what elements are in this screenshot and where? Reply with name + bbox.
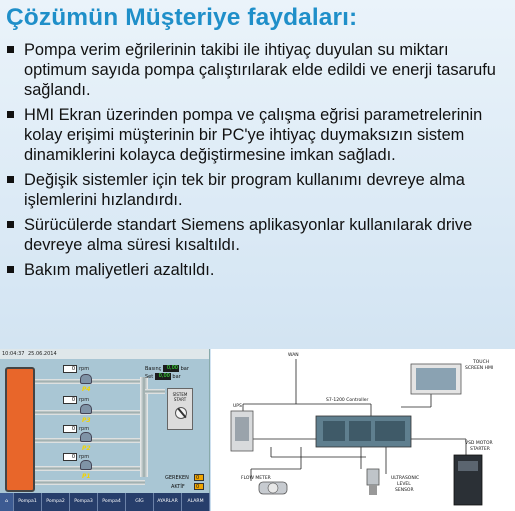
list-item-text: HMI Ekran üzerinden pompa ve çalışma eğrisi parametrelerinin kolay erişimi müşterinin bir PC'ye ihtiyaç duymaksızın sistem dinamiklerini kolayca değiştirmesine imkan sağladı. [24, 106, 483, 164]
rpm-display: 0 [63, 453, 77, 461]
flow-meter-label: FLOW METER [241, 476, 271, 481]
tab-pompa4[interactable]: Pompa4 [98, 493, 126, 511]
pump-icon[interactable] [80, 404, 92, 414]
pump-icon[interactable] [80, 374, 92, 384]
setpoint-unit: bar [172, 374, 181, 380]
hmi-status-bar [0, 349, 210, 359]
bullet-square-icon [7, 266, 14, 273]
tab-alarm[interactable]: ALARM [182, 493, 210, 511]
touch-screen-label: TOUCH [473, 360, 490, 365]
wan-label: WAN [288, 353, 299, 358]
pump-icon[interactable] [80, 460, 92, 470]
ultrasonic-sensor [367, 469, 379, 485]
plc-module [349, 421, 371, 441]
vsd-label: VSD MOTOR [465, 441, 493, 446]
rpm-display: 0 [63, 365, 77, 373]
rpm-unit: rpm [79, 366, 90, 372]
pressure-unit: bar [180, 366, 189, 372]
controller-label: S7-1200 Controller [326, 398, 369, 403]
tab-pompa1[interactable]: Pompa1 [14, 493, 42, 511]
rpm-unit: rpm [79, 397, 90, 403]
ultrasonic-label: LEVEL [397, 482, 411, 487]
benefit-list [6, 40, 511, 285]
selector-switch-icon[interactable] [175, 407, 187, 419]
rpm-unit: rpm [79, 454, 90, 460]
touch-screen-label: SCREEN HMI [465, 366, 494, 371]
hmi-date: 25.06.2014 [28, 351, 57, 357]
hmi-display [416, 368, 456, 390]
ups-label: UPS [233, 404, 242, 409]
ultrasonic-label: ULTRASONIC [391, 476, 420, 481]
plc-module [323, 421, 345, 441]
pressure-label: Basınç [145, 366, 162, 372]
rpm-display: 0 [63, 396, 77, 404]
bullet-square-icon [7, 111, 14, 118]
required-label: GEREKEN [165, 475, 189, 481]
setpoint-value: 0,00 [155, 373, 171, 380]
rpm-unit: rpm [79, 426, 90, 432]
vsd-display [458, 461, 478, 471]
bullet-square-icon [7, 221, 14, 228]
list-item-text: Bakım maliyetleri azaltıldı. [24, 261, 215, 279]
pressure-value: 0,00 [163, 365, 179, 372]
active-value: 0 [196, 484, 200, 490]
list-item [6, 40, 511, 100]
slide-title: Çözümün Müşteriye faydaları: [6, 4, 358, 31]
required-value: 0 [196, 475, 200, 481]
pump-icon[interactable] [80, 432, 92, 442]
architecture-svg [211, 349, 515, 511]
pump-label: P3 [82, 417, 91, 424]
pressure-readout [145, 365, 189, 380]
water-tank [5, 367, 35, 492]
list-item-text: Sürücülerde standart Siemens aplikasyonlar kullanılarak drive devreye alma süresi kısaltıldı. [24, 216, 473, 254]
system-start-panel[interactable] [167, 388, 193, 430]
bullet-square-icon [7, 46, 14, 53]
setpoint-label: Set [145, 374, 154, 380]
tab-pompa2[interactable]: Pompa2 [42, 493, 70, 511]
ultrasonic-sensor-head [369, 485, 377, 495]
ultrasonic-label: SENSOR [395, 488, 414, 493]
ups-panel [235, 417, 249, 441]
list-item [6, 215, 511, 255]
active-label: AKTİF [171, 484, 185, 490]
tab-gig[interactable]: GİG [126, 493, 154, 511]
outlet-pipe [145, 389, 165, 394]
pump-label: P1 [82, 473, 91, 480]
pump-label: P2 [82, 445, 91, 452]
list-item [6, 105, 511, 165]
bullet-square-icon [7, 176, 14, 183]
list-item [6, 170, 511, 210]
list-item [6, 260, 511, 280]
hmi-tab-bar [0, 493, 210, 511]
rpm-display: 0 [63, 425, 77, 433]
plc-module [375, 421, 405, 441]
vsd-label: STARTER [470, 447, 490, 452]
start-panel-subtitle: START [173, 397, 187, 402]
home-tab[interactable]: ⌂ [0, 493, 14, 511]
system-architecture-diagram [211, 349, 515, 511]
list-item-text: Değişik sistemler için tek bir program kullanımı devreye alma işlemlerini hızlandırdı. [24, 171, 465, 209]
tab-pompa3[interactable]: Pompa3 [70, 493, 98, 511]
pump-label: P4 [82, 386, 91, 393]
start-panel-title: SİSTEM [172, 392, 188, 397]
tab-ayarlar[interactable]: AYARLAR [154, 493, 182, 511]
header-pipe [35, 480, 145, 485]
list-item-text: Pompa verim eğrilerinin takibi ile ihtiyaç duyulan su miktarı optimum sayıda pompa çalıştırılarak elde edildi ve enerji tasarufu sağlandı. [24, 41, 496, 99]
hmi-time: 10:04:37 [2, 351, 25, 357]
